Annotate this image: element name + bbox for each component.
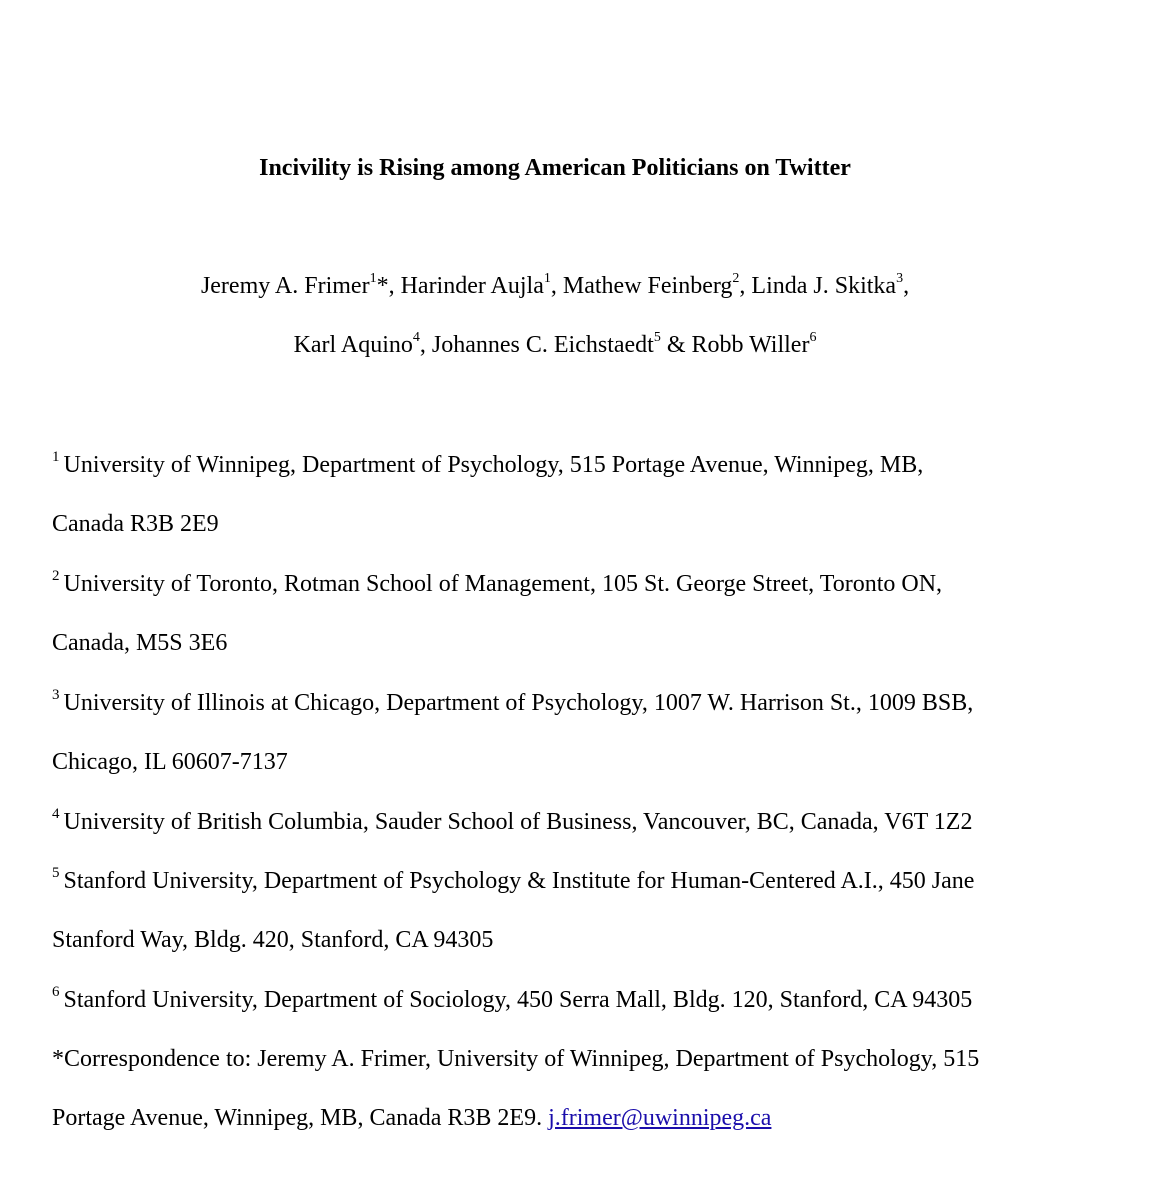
affiliation-text: Stanford Way, Bldg. 420, Stanford, CA 94305 [52,927,494,953]
affiliation-number: 2 [52,568,60,584]
affiliation-1-line-2 [52,507,219,541]
correspondence-text: *Correspondence to: Jeremy A. Frimer, University of Winnipeg, Department of Psychology, 515 [52,1046,980,1072]
author-separator: , [903,273,910,299]
author-name: Karl Aquino [293,332,413,358]
author-name: Robb Willer [691,332,810,358]
author-name: Jeremy A. Frimer [200,273,370,299]
affiliation-number: 1 [52,449,60,465]
affiliation-3-line-2 [52,745,288,779]
affiliation-text: University of Illinois at Chicago, Department of Psychology, 1007 W. Harrison St., 1009 BSB, [63,690,974,716]
affiliation-2-line-2 [52,626,227,660]
author-name: Johannes C. Eichstaedt [431,332,654,358]
affiliation-3-line-1 [52,686,973,720]
author-line-1 [0,269,1110,303]
author-affiliation-mark: 1 [543,271,551,286]
author-affiliation-mark: 5 [653,330,661,345]
author-affiliation-mark: 6 [809,330,817,345]
author-line-2 [0,328,1110,362]
author-name: Harinder Aujla [400,273,544,299]
author-affiliation-mark: 1 [369,271,377,286]
author-name: Mathew Feinberg [562,273,733,299]
affiliation-5-line-1 [52,864,974,898]
author-affiliation-mark: 3 [896,271,904,286]
affiliation-5-line-2 [52,923,493,957]
email-link[interactable]: j.frimer@uwinnipeg.ca [548,1105,772,1131]
correspondence-line-1 [52,1042,979,1076]
affiliation-text: Canada R3B 2E9 [52,511,219,537]
affiliation-text: University of Toronto, Rotman School of Management, 105 St. George Street, Toronto ON, [63,571,943,597]
affiliation-number: 3 [52,687,60,703]
author-separator: *, [376,273,401,299]
affiliation-text: Stanford University, Department of Psychology & Institute for Human-Centered A.I., 450 Jane [63,868,975,894]
affiliation-4-line-1 [52,805,972,839]
affiliation-number: 5 [52,865,60,881]
affiliation-text: Canada, M5S 3E6 [52,630,228,656]
author-affiliation-mark: 4 [412,330,420,345]
author-separator: , [739,273,752,299]
affiliation-1-line-1 [52,448,923,482]
paper-title: Incivility is Rising among American Politicians on Twitter [259,155,851,181]
author-separator: , [419,332,432,358]
affiliation-number: 6 [52,984,60,1000]
correspondence-line-2 [52,1101,771,1135]
affiliation-text: Chicago, IL 60607-7137 [52,749,288,775]
affiliation-text: University of British Columbia, Sauder School of Business, Vancouver, BC, Canada, V6T 1Z2 [63,809,973,835]
correspondence-text: Portage Avenue, Winnipeg, MB, Canada R3B 2E9. [52,1105,549,1131]
author-separator: & [660,332,692,358]
author-affiliation-mark: 2 [732,271,740,286]
affiliation-number: 4 [52,806,60,822]
affiliation-text: Stanford University, Department of Sociology, 450 Serra Mall, Bldg. 120, Stanford, CA 94305 [63,987,973,1013]
affiliation-2-line-1 [52,567,942,601]
author-separator: , [550,273,563,299]
affiliation-6-line-1 [52,983,972,1017]
affiliation-text: University of Winnipeg, Department of Psychology, 515 Portage Avenue, Winnipeg, MB, [63,452,924,478]
author-name: Linda J. Skitka [751,273,897,299]
